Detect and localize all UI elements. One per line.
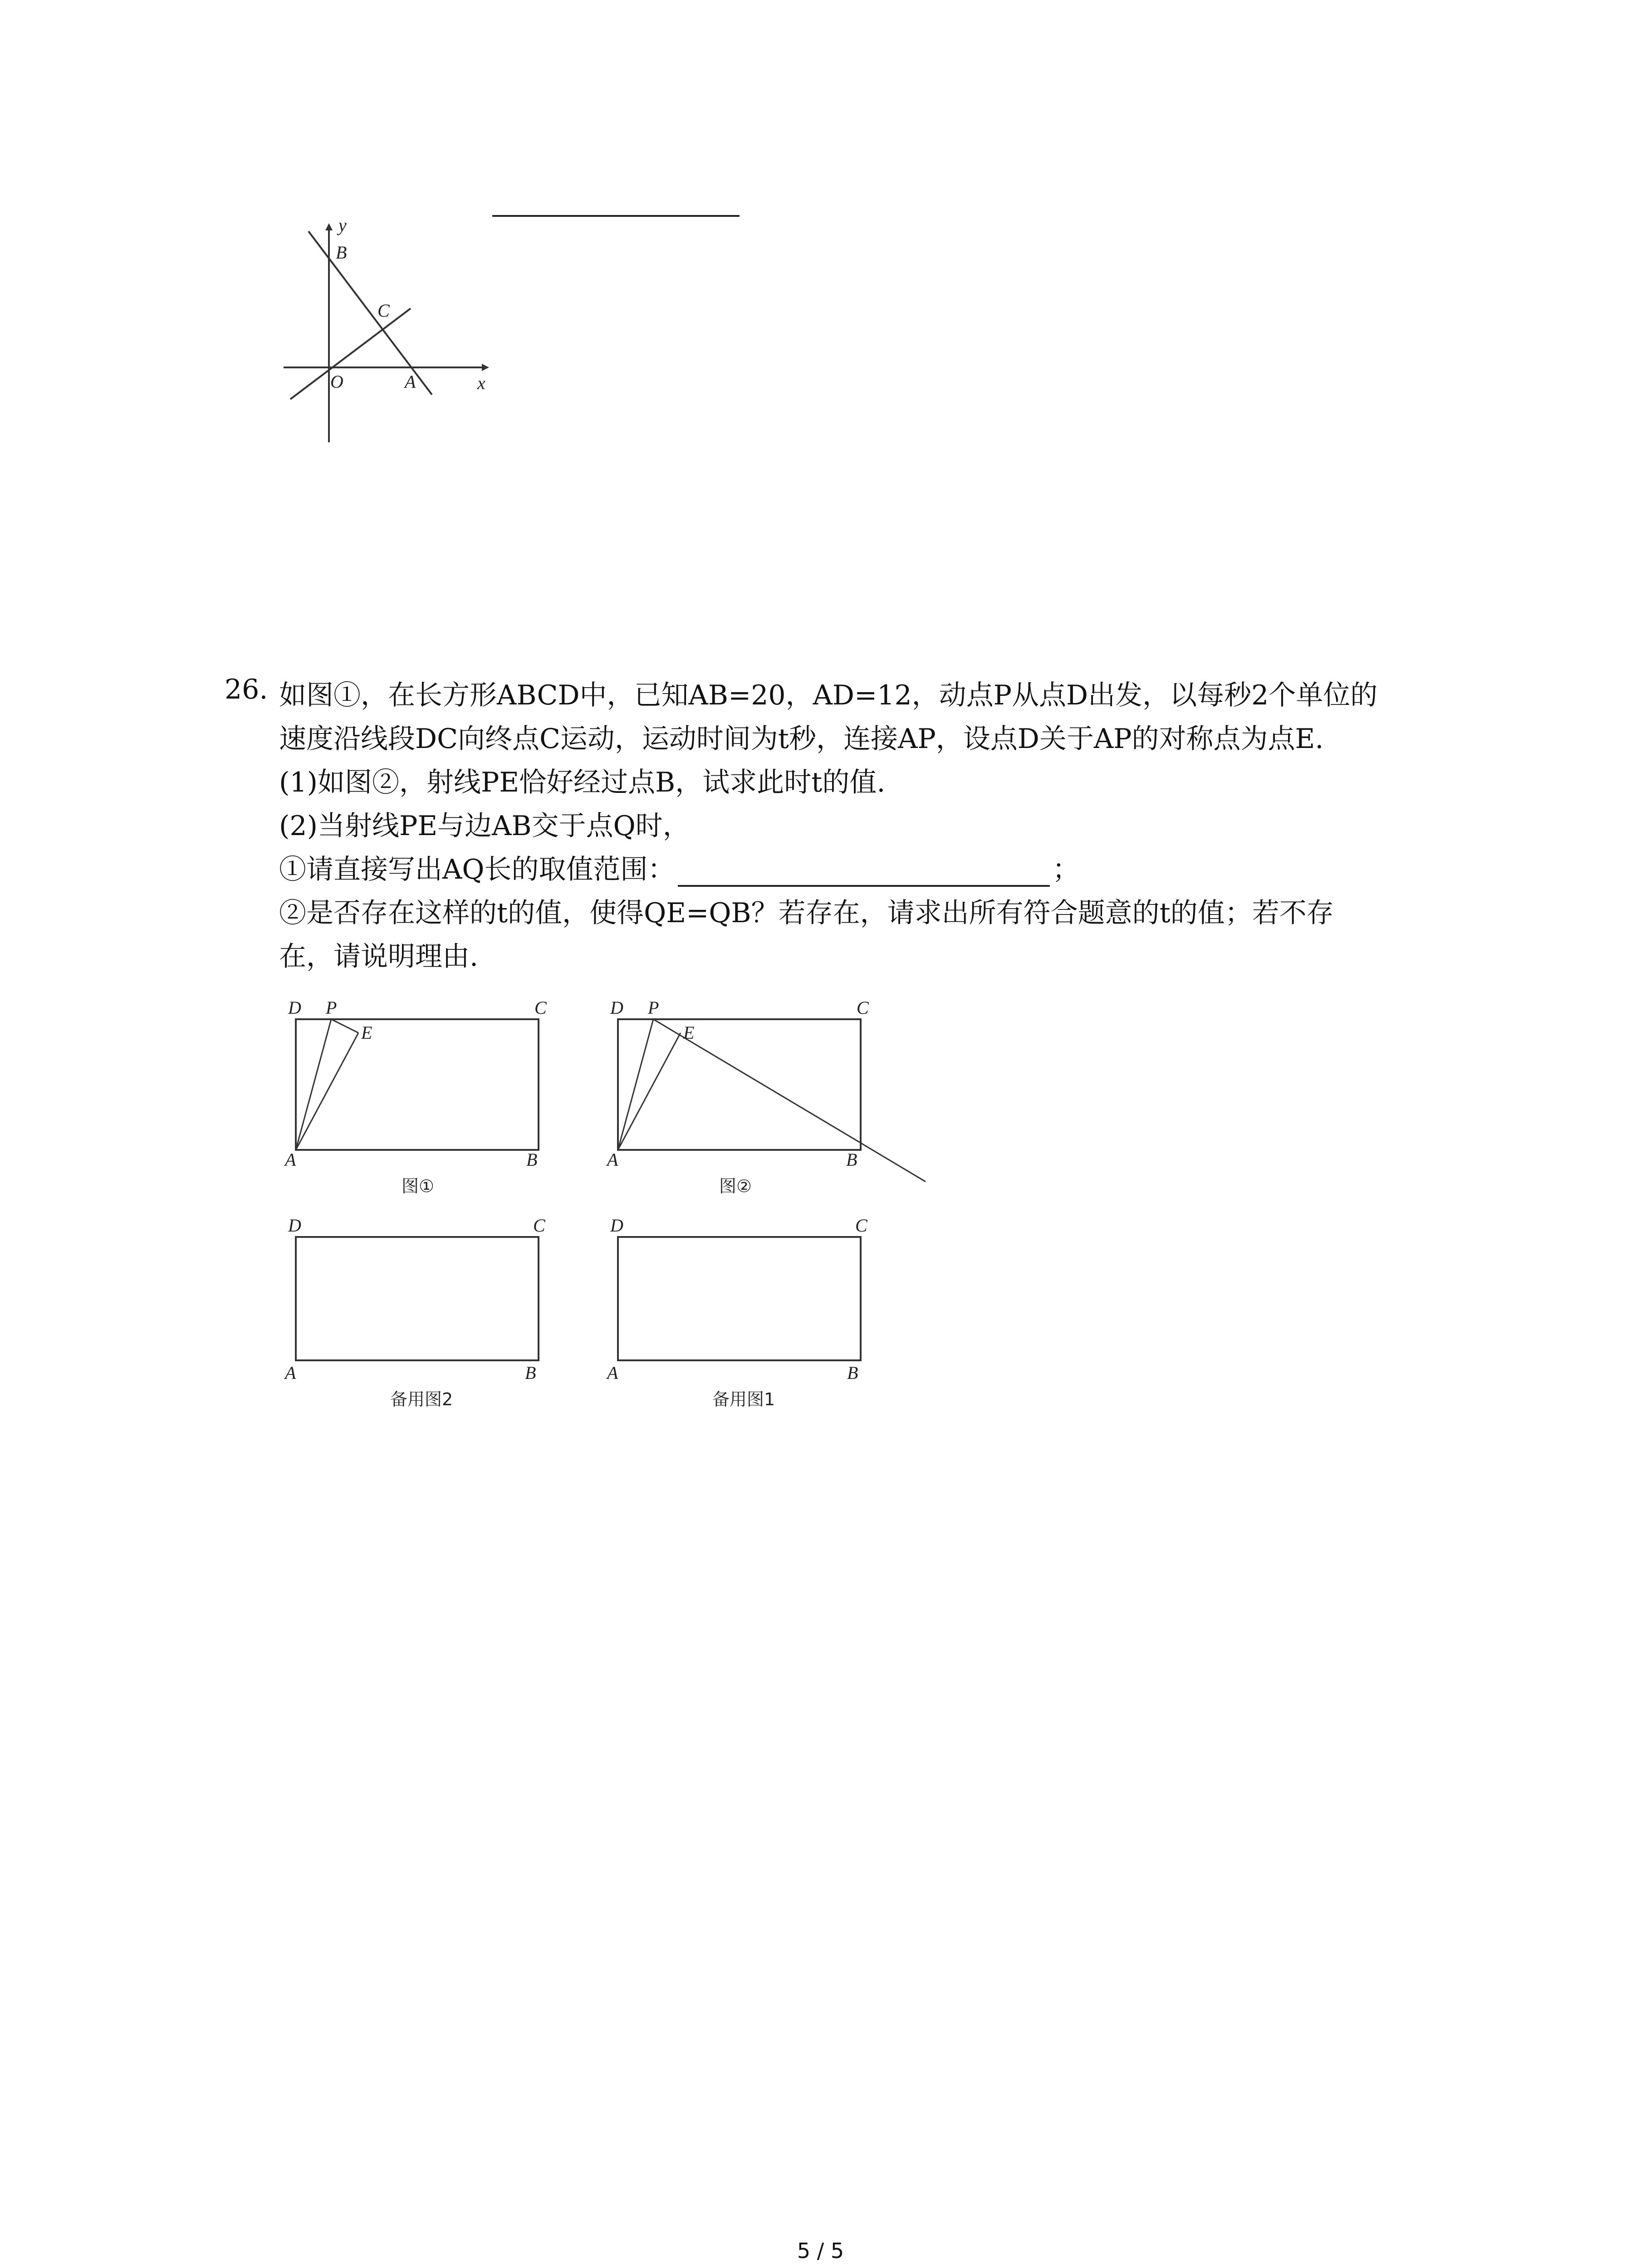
y-axis-arrow-icon (325, 223, 333, 230)
label-d: D (610, 1215, 623, 1236)
label-p: P (326, 997, 337, 1018)
label-c: C (534, 997, 547, 1018)
label-a: A (285, 1363, 296, 1383)
question-part-2-sub-2-cont: 在，请说明理由. (279, 941, 479, 973)
x-axis-label: x (477, 373, 485, 393)
segment-ae (618, 1033, 681, 1150)
segment-ap (618, 1019, 653, 1150)
spare-figure-1 (603, 1216, 885, 1424)
label-a: A (285, 1149, 296, 1170)
origin-label: O (330, 371, 343, 392)
segment-pe (331, 1019, 358, 1033)
figure-2 (603, 998, 939, 1207)
segment-ae (296, 1033, 358, 1150)
question-number: 26. (225, 674, 268, 705)
line-ab (309, 231, 432, 395)
spare-figure-2 (281, 1216, 563, 1424)
label-b: B (526, 1149, 538, 1170)
question-part-1: (1)如图②，射线PE恰好经过点B，试求此时t的值. (279, 767, 886, 798)
label-b: B (847, 1363, 858, 1383)
question-line-1: 如图①，在长方形ABCD中，已知AB=20，AD=12，动点P从点D出发，以每秒2个单位的 (279, 679, 1378, 711)
coordinate-figure (272, 213, 508, 449)
label-d: D (610, 997, 623, 1018)
rectangle-abcd (296, 1019, 539, 1150)
point-b-label: B (336, 242, 347, 263)
rectangle-abcd (296, 1237, 539, 1360)
question-part-2: (2)当射线PE与边AB交于点Q时， (279, 810, 690, 842)
label-b: B (846, 1149, 857, 1170)
line-oc (290, 308, 411, 399)
ray-pe (653, 1019, 926, 1182)
label-c: C (857, 997, 869, 1018)
question-part-2-sub-2: ②是否存在这样的t的值，使得QE=QB？若存在，请求出所有符合题意的t的值；若不存 (279, 897, 1334, 929)
aq-range-blank[interactable] (678, 857, 1050, 887)
label-c: C (855, 1215, 867, 1236)
figure-2-caption: 图② (719, 1176, 752, 1196)
label-e: E (683, 1022, 695, 1043)
sub-1-suffix: ； (1052, 854, 1080, 885)
label-b: B (525, 1363, 536, 1383)
label-d: D (288, 1215, 301, 1236)
x-axis-arrow-icon (482, 364, 489, 371)
label-e: E (361, 1022, 372, 1043)
point-a-label: A (405, 371, 416, 392)
y-axis-label: y (338, 215, 347, 235)
figure-1-caption: 图① (402, 1176, 435, 1196)
label-p: P (648, 997, 659, 1018)
spare-figure-1-caption: 备用图1 (712, 1389, 775, 1409)
figure-1 (281, 998, 563, 1207)
rectangle-abcd (618, 1237, 861, 1360)
label-d: D (288, 997, 301, 1018)
answer-blank-line (492, 215, 740, 217)
label-a: A (607, 1149, 618, 1170)
segment-ap (296, 1019, 331, 1150)
label-a: A (607, 1363, 618, 1383)
question-line-2: 速度沿线段DC向终点C运动，运动时间为t秒，连接AP，设点D关于AP的对称点为点E. (279, 723, 1324, 755)
question-part-2-sub-1 (279, 848, 1080, 887)
page-number: 5 / 5 (797, 2239, 844, 2263)
sub-1-text: ①请直接写出AQ长的取值范围： (279, 854, 675, 885)
spare-figure-2-caption: 备用图2 (390, 1389, 453, 1409)
label-c: C (533, 1215, 545, 1236)
rectangle-abcd (618, 1019, 861, 1150)
point-c-label: C (377, 300, 390, 321)
